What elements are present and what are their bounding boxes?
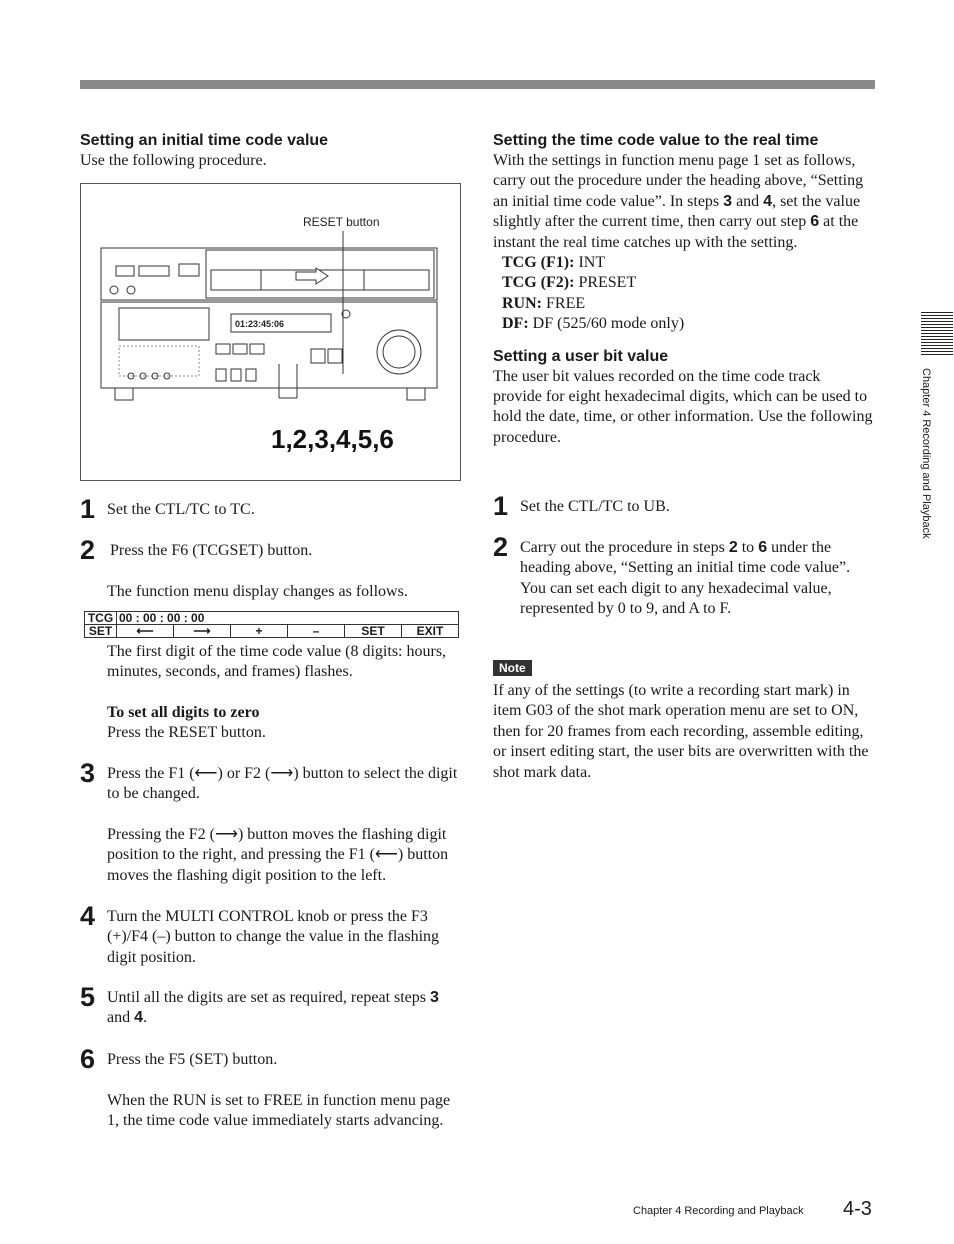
setting-item: TCG (F2): PRESET xyxy=(502,274,637,292)
menu-cell: ⟶ xyxy=(174,625,231,638)
menu-cell: SET xyxy=(345,625,402,638)
vtr-illustration xyxy=(81,184,460,480)
chapter-tab-marker xyxy=(921,312,953,356)
zero-heading: To set all digits to zero xyxy=(107,703,260,721)
step-number: 5 xyxy=(80,982,96,1012)
menu-cell: ⟵ xyxy=(117,625,174,638)
menu-cell: TCG xyxy=(85,612,117,625)
note-badge: Note xyxy=(493,660,532,676)
right-column xyxy=(493,131,873,448)
page-number: 4-3 xyxy=(843,1198,872,1220)
step-text: Carry out the procedure in steps 2 to 6 under the heading above, “Setting an initial time code value”. You can set each digit to any hexadecimal value, represented by 0 to 9, and A to F. xyxy=(520,539,851,618)
step-number: 6 xyxy=(80,1044,96,1074)
step-extra: The function menu display changes as follows. xyxy=(107,583,408,600)
realtime-text: With the settings in function menu page 1 set as follows, carry out the procedure under the heading above, “Setting an initial time code value”. In steps 3 and 4, set the value slightly after the current time, then carry out step 6 at the instant the real time catches up with the setting. xyxy=(493,152,864,251)
section-heading: Setting the time code value to the real time xyxy=(493,132,819,149)
footer-chapter: Chapter 4 Recording and Playback xyxy=(633,1205,804,1217)
step-number: 2 xyxy=(493,532,509,562)
after-menu-block xyxy=(107,642,460,744)
step-number: 1 xyxy=(80,494,96,524)
menu-cell: SET xyxy=(85,625,117,638)
step-number: 2 xyxy=(80,535,96,565)
after-menu-text: The first digit of the time code value (8 digits: hours, minutes, seconds, and frames) flashes. xyxy=(107,643,447,681)
step-number: 4 xyxy=(80,901,96,931)
left-header xyxy=(80,131,460,171)
ub-heading: Setting a user bit value xyxy=(493,347,669,365)
tc-display: 01:23:45:06 xyxy=(235,319,285,329)
note-block xyxy=(493,659,873,783)
menu-cell: 00 : 00 : 00 : 00 xyxy=(117,612,459,625)
steps-label: 1,2,3,4,5,6 xyxy=(271,424,394,454)
vtr-figure xyxy=(80,183,461,481)
step-text: Turn the MULTI CONTROL knob or press the F3 (+)/F4 (–) button to change the value in the flashing digit position. xyxy=(107,908,440,966)
intro-text: Use the following procedure. xyxy=(80,152,267,169)
menu-cell: + xyxy=(231,625,288,638)
ub-text: The user bit values recorded on the time code track provide for eight hexadecimal digits, which can be used to hold the date, time, or other information. Use the following procedure. xyxy=(493,367,873,446)
step-number: 3 xyxy=(80,758,96,788)
top-rule xyxy=(80,80,875,89)
step-text: Set the CTL/TC to TC. xyxy=(107,501,255,518)
step-text: Until all the digits are set as required, repeat steps 3 and 4. xyxy=(107,989,439,1027)
step-text: Press the F6 (TCGSET) button. xyxy=(110,542,313,559)
setting-item: DF: DF (525/60 mode only) xyxy=(502,315,685,333)
side-chapter-label: Chapter 4 Recording and Playback xyxy=(920,368,932,539)
menu-cell: EXIT xyxy=(402,625,459,638)
step-number: 1 xyxy=(493,491,509,521)
section-heading: Setting an initial time code value xyxy=(80,132,329,149)
note-text: If any of the settings (to write a recording start mark) in item G03 of the shot mark operation menu are set to ON, then for 20 frames from each recording, assemble editing, or insert editing start, the user bits are overwritten with the shot mark data. xyxy=(493,682,869,781)
function-menu-display xyxy=(84,611,459,638)
menu-cell: – xyxy=(288,625,345,638)
step-extra: Pressing the F2 (⟶) button moves the flashing digit position to the right, and pressing the F1 (⟵) button moves the flashing digit position to the left. xyxy=(107,826,449,884)
setting-item: RUN: FREE xyxy=(502,294,586,312)
reset-button-label: RESET button xyxy=(303,215,380,229)
step-text: Set the CTL/TC to UB. xyxy=(520,498,670,515)
step-text: Press the F1 (⟵) or F2 (⟶) button to select the digit to be changed. xyxy=(107,765,458,803)
step-extra: When the RUN is set to FREE in function menu page 1, the time code value immediately starts advancing. xyxy=(107,1092,451,1130)
settings-list xyxy=(493,253,873,335)
setting-item: TCG (F1): INT xyxy=(502,254,606,272)
step-text: Press the F5 (SET) button. xyxy=(107,1051,278,1068)
zero-text: Press the RESET button. xyxy=(107,724,266,742)
